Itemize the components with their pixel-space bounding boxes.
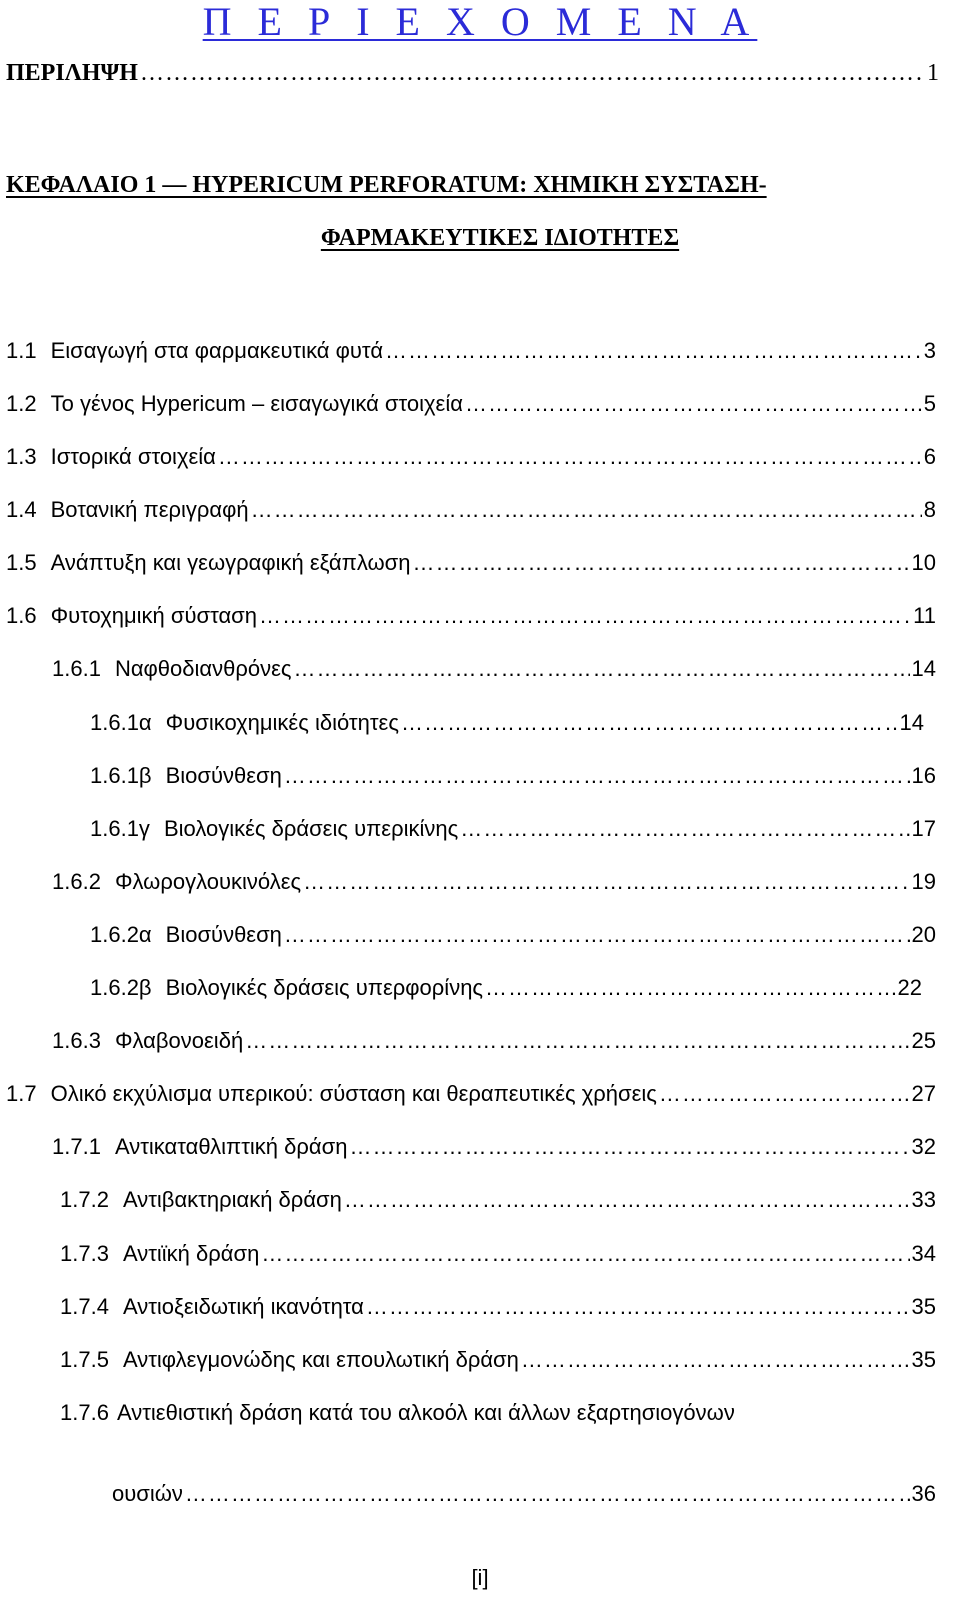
- page-number: 35: [911, 1294, 936, 1319]
- entry-number: 1.7.4: [60, 1294, 109, 1319]
- page-number: 19: [911, 869, 936, 894]
- entry-number: 1.6.2α: [90, 922, 152, 947]
- entry-title: Βοτανική περιγραφή: [50, 497, 249, 522]
- page-number: 35: [911, 1347, 936, 1372]
- page-number: 8: [923, 497, 936, 522]
- toc-entry: [52, 656, 936, 682]
- toc-entry: [52, 1028, 936, 1054]
- page-title: Π Ε Ρ Ι Ε Χ Ο Μ Ε Ν Α: [202, 0, 758, 44]
- dot-leader: [303, 869, 909, 895]
- toc-entry: [6, 1081, 936, 1107]
- page-number: 17: [911, 816, 936, 841]
- page-number: 1: [927, 60, 939, 86]
- dot-leader: [344, 1187, 910, 1213]
- dot-leader: [412, 550, 909, 576]
- page-number: 14: [899, 710, 924, 735]
- entry-number: 1.6.2β: [90, 975, 152, 1000]
- dot-leader: [460, 816, 909, 842]
- page-number: 33: [911, 1187, 936, 1212]
- dot-leader: [218, 444, 922, 470]
- page-number: 3: [923, 338, 936, 363]
- page-number: 16: [911, 763, 936, 788]
- entry-number: 1.3: [6, 444, 37, 469]
- entry-title: Φλωρογλουκινόλες: [114, 869, 302, 894]
- page-number: 14: [911, 656, 936, 681]
- entry-title: Αντιφλεγμονώδης και επουλωτική δράση: [122, 1347, 519, 1372]
- page-number: 27: [911, 1081, 936, 1106]
- toc-entry: [90, 922, 936, 948]
- dot-leader: [259, 603, 911, 629]
- entry-title: Αντιβακτηριακή δράση: [122, 1187, 342, 1212]
- entry-number: 1.6.1: [52, 656, 101, 681]
- entry-number: 1.7.6: [60, 1400, 109, 1425]
- dot-leader: [465, 391, 922, 417]
- dot-leader: [284, 763, 910, 789]
- entry-number: 1.7.3: [60, 1241, 109, 1266]
- entry-number: 1.2: [6, 391, 37, 416]
- chapter-heading-continued: ΦΑΡΜΑΚΕΥΤΙΚΕΣ ΙΔΙΟΤΗΤΕΣ: [320, 225, 680, 251]
- toc-entry: [60, 1400, 735, 1426]
- entry-title: Αντιοξειδωτική ικανότητα: [122, 1294, 364, 1319]
- entry-title: Βιοσύνθεση: [165, 763, 282, 788]
- toc-entry: [6, 444, 936, 470]
- entry-title: Βιοσύνθεση: [165, 922, 282, 947]
- dot-leader: [140, 60, 925, 87]
- entry-number: 1.6.1α: [90, 710, 152, 735]
- entry-number: 1.7.1: [52, 1134, 101, 1159]
- entry-title: Βιολογικές δράσεις υπερφορίνης: [165, 975, 484, 1000]
- page-number: 10: [911, 550, 936, 575]
- entry-number: 1.7.5: [60, 1347, 109, 1372]
- toc-entry: [60, 1294, 936, 1320]
- toc-entry: [52, 869, 936, 895]
- page-number: 34: [911, 1241, 936, 1266]
- entry-title: Βιολογικές δράσεις υπερικίνης: [163, 816, 459, 841]
- toc-entry: [6, 550, 936, 576]
- page-number: 32: [911, 1134, 936, 1159]
- entry-number: 1.7: [6, 1081, 37, 1106]
- page-footer-number: [i]: [471, 1565, 489, 1590]
- dot-leader: [401, 710, 898, 736]
- toc-entry: [90, 816, 936, 842]
- dot-leader: [349, 1134, 909, 1160]
- toc-entry: [52, 1134, 936, 1160]
- toc-entry: [6, 391, 936, 417]
- dot-leader: [366, 1294, 910, 1320]
- toc-summary-row: [6, 60, 939, 87]
- toc-entry: [90, 975, 922, 1001]
- toc-entry-continuation: [112, 1481, 936, 1507]
- dot-leader: [185, 1481, 910, 1507]
- page-number: 20: [911, 922, 936, 947]
- entry-title: Αντιϊκή δράση: [122, 1241, 260, 1266]
- dot-leader: [521, 1347, 910, 1373]
- page-number: 36: [911, 1481, 936, 1506]
- entry-title: Ολικό εκχύλισμα υπερικού: σύσταση και θεραπευτικές χρήσεις: [50, 1081, 657, 1106]
- entry-number: 1.4: [6, 497, 37, 522]
- dot-leader: [261, 1241, 909, 1267]
- entry-number: 1.6.1γ: [90, 816, 150, 841]
- toc-entry: [90, 763, 936, 789]
- entry-title: Φυτοχημική σύσταση: [50, 603, 257, 628]
- entry-title: Αντιεθιστική δράση κατά του αλκοόλ και άλλων εξαρτησιογόνων: [116, 1400, 735, 1425]
- entry-number: 1.1: [6, 338, 37, 363]
- dot-leader: [385, 338, 922, 364]
- entry-title: ουσιών: [112, 1481, 183, 1506]
- page-number: 6: [923, 444, 936, 469]
- entry-title: Το γένος Hypericum – εισαγωγικά στοιχεία: [50, 391, 463, 416]
- entry-title: Ανάπτυξη και γεωγραφική εξάπλωση: [50, 550, 411, 575]
- dot-leader: [659, 1081, 910, 1107]
- dot-leader: [284, 922, 910, 948]
- page-number: 5: [923, 391, 936, 416]
- entry-title: Αντικαταθλιπτική δράση: [114, 1134, 348, 1159]
- toc-entry: [90, 710, 924, 736]
- toc-entry: [6, 603, 936, 629]
- entry-title: Φυσικοχημικές ιδιότητες: [165, 710, 399, 735]
- entry-number: 1.6.3: [52, 1028, 101, 1053]
- dot-leader: [485, 975, 895, 1001]
- toc-entry: [60, 1187, 936, 1213]
- page-number: 22: [897, 975, 922, 1000]
- toc-entry: [6, 497, 936, 523]
- entry-title: Φλαβονοειδή: [114, 1028, 244, 1053]
- entry-number: 1.7.2: [60, 1187, 109, 1212]
- chapter-heading: ΚΕΦΑΛΑΙΟ 1 — HYPERICUM PERFORATUM: ΧΗΜΙΚΗ ΣΥΣΤΑΣΗ-: [6, 172, 767, 198]
- dot-leader: [251, 497, 922, 523]
- summary-label: ΠΕΡΙΛΗΨΗ: [6, 60, 138, 86]
- toc-entry: [60, 1347, 936, 1373]
- entry-title: Ιστορικά στοιχεία: [50, 444, 216, 469]
- entry-number: 1.6.2: [52, 869, 101, 894]
- entry-number: 1.6: [6, 603, 37, 628]
- toc-entry: [6, 338, 936, 364]
- entry-number: 1.6.1β: [90, 763, 152, 788]
- dot-leader: [245, 1028, 909, 1054]
- entry-number: 1.5: [6, 550, 37, 575]
- dot-leader: [294, 656, 910, 682]
- toc-entry: [60, 1241, 936, 1267]
- entry-title: Εισαγωγή στα φαρμακευτικά φυτά: [50, 338, 384, 363]
- entry-title: Ναφθοδιανθρόνες: [114, 656, 292, 681]
- page-number: 11: [913, 603, 936, 628]
- page-number: 25: [911, 1028, 936, 1053]
